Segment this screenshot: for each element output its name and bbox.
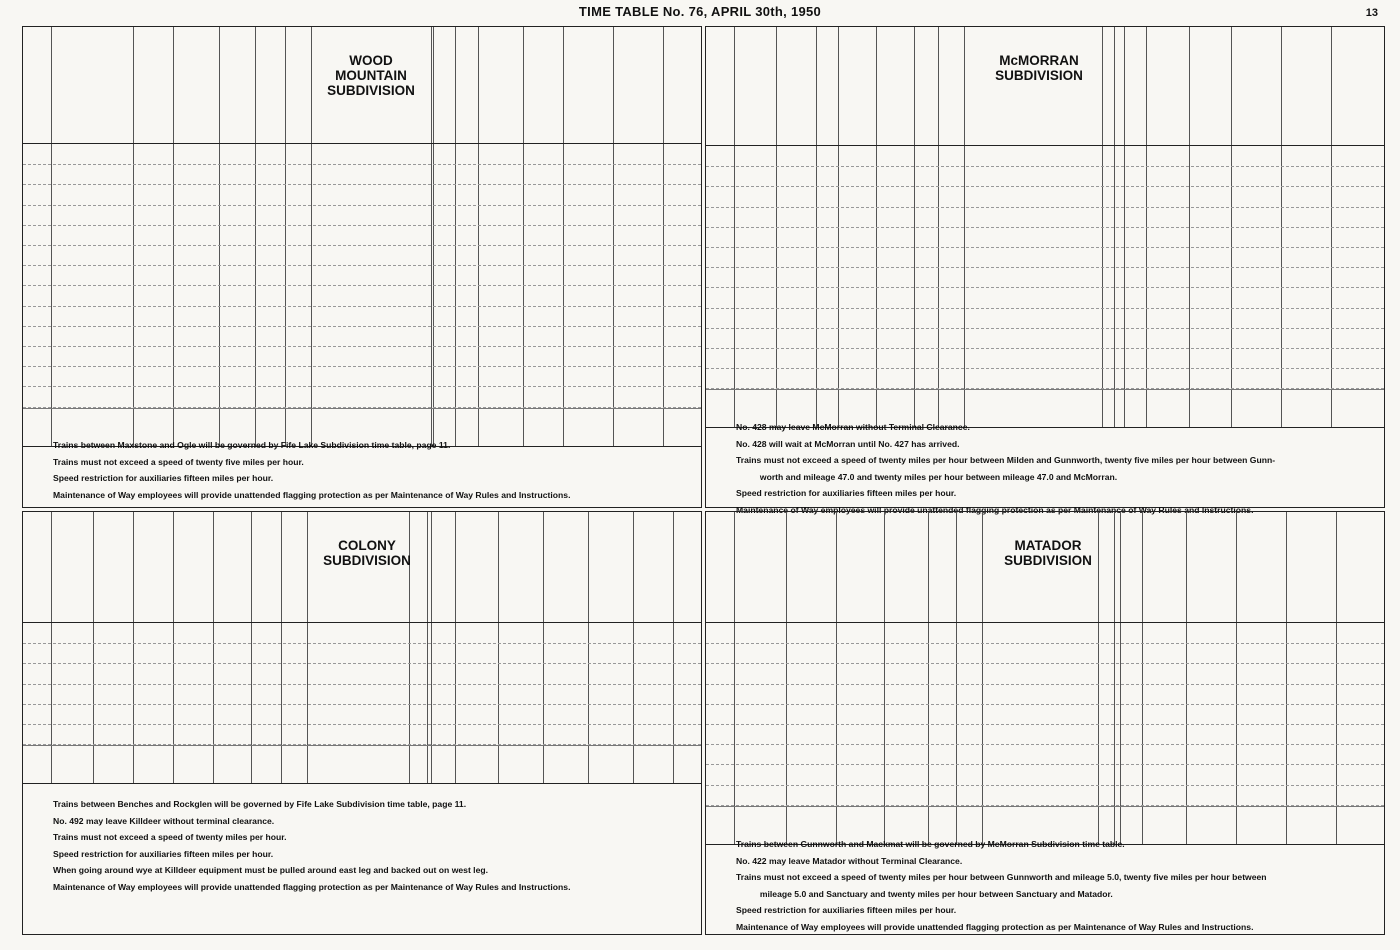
note-line: When going around wye at Killdeer equipment must be pulled around east leg and backed out on west leg.: [53, 865, 488, 875]
grid-vline: [1286, 512, 1287, 844]
row-line: [706, 287, 1384, 288]
grid-vline: [431, 27, 432, 446]
note-line: Speed restriction for auxiliaries fifteen miles per hour.: [736, 905, 957, 915]
note-line: Trains must not exceed a speed of twenty miles per hour.: [53, 832, 287, 842]
grid-vline: [563, 27, 564, 446]
row-line: [23, 663, 701, 664]
row-line: [23, 326, 701, 327]
row-line: [23, 306, 701, 307]
grid-hline: [706, 145, 1384, 146]
grid-vline: [93, 512, 94, 783]
grid-vline: [1142, 512, 1143, 844]
notes-block: [736, 419, 1374, 518]
note-line: Speed restriction for auxiliaries fifteen miles per hour.: [736, 488, 957, 498]
row-line: [706, 247, 1384, 248]
grid-vline: [543, 512, 544, 783]
grid-hline: [706, 389, 1384, 390]
grid-vline: [433, 27, 434, 446]
grid-vline: [213, 512, 214, 783]
grid-vline: [613, 27, 614, 446]
row-line: [706, 663, 1384, 664]
note-line: Trains must not exceed a speed of twenty miles per hour between Gunnworth and mileage 5.0, twenty five miles per hour between mileage 5.0 and Sanctuary and twenty miles per hour between Sanctuary and Matador.: [736, 872, 1267, 899]
grid-vline: [285, 27, 286, 446]
row-line: [23, 704, 701, 705]
grid-vline: [219, 27, 220, 446]
grid-vline: [133, 512, 134, 783]
row-line: [706, 805, 1384, 806]
row-line: [706, 764, 1384, 765]
row-line: [23, 643, 701, 644]
page-title: TIME TABLE No. 76, APRIL 30th, 1950: [578, 4, 822, 19]
notes-block: [53, 796, 691, 895]
note-line: Maintenance of Way employees will provide unattended flagging protection as per Maintenance of Way Rules and Instructions.: [736, 921, 1254, 932]
quadrant-matador: [705, 511, 1385, 935]
quadrant-wood-mountain: [22, 26, 702, 508]
grid-vline: [523, 27, 524, 446]
row-line: [706, 207, 1384, 208]
grid-hline: [23, 745, 701, 746]
row-line: [23, 225, 701, 226]
row-line: [23, 164, 701, 165]
note-line: No. 422 may leave Matador without Terminal Clearance.: [736, 855, 963, 866]
row-line: [706, 643, 1384, 644]
row-line: [23, 386, 701, 387]
row-line: [706, 388, 1384, 389]
grid-hline: [23, 622, 701, 623]
grid-vline: [1120, 512, 1121, 844]
grid-vline: [836, 512, 837, 844]
row-line: [706, 186, 1384, 187]
row-line: [23, 366, 701, 367]
grid-vline: [884, 512, 885, 844]
grid-vline: [431, 512, 432, 783]
grid-vline: [427, 512, 428, 783]
row-line: [706, 328, 1384, 329]
notes-block: [736, 836, 1374, 935]
row-line: [23, 724, 701, 725]
row-line: [23, 744, 701, 745]
grid-vline: [928, 512, 929, 844]
note-line: Speed restriction for auxiliaries fifteen miles per hour.: [53, 473, 274, 483]
grid-vline: [1114, 512, 1115, 844]
grid-vline: [173, 512, 174, 783]
row-line: [23, 205, 701, 206]
grid-vline: [255, 27, 256, 446]
grid-vline: [1336, 512, 1337, 844]
page-number: 13: [1365, 7, 1378, 19]
grid-vline: [673, 512, 674, 783]
subdivision-name: WOOD MOUNTAIN SUBDIVISION: [327, 53, 415, 98]
grid-vline: [455, 512, 456, 783]
note-line: No. 492 may leave Killdeer without terminal clearance.: [53, 815, 275, 826]
grid-vline: [51, 512, 52, 783]
row-line: [706, 785, 1384, 786]
grid-vline: [498, 512, 499, 783]
note-line: Trains must not exceed a speed of twenty five miles per hour.: [53, 456, 304, 467]
row-line: [23, 407, 701, 408]
notes-block: [53, 437, 691, 503]
grid-hline: [23, 783, 701, 784]
note-line: Maintenance of Way employees will provide unattended flagging protection as per Maintenance of Way Rules and Instructions.: [736, 504, 1254, 515]
grid-vline: [133, 27, 134, 446]
grid-vline: [251, 512, 252, 783]
grid-vline: [786, 512, 787, 844]
note-line: Trains between Gunnworth and Mackmat will be governed by McMorran Subdivision time table.: [736, 839, 1125, 849]
row-line: [706, 684, 1384, 685]
note-line: Speed restriction for auxiliaries fifteen miles per hour.: [53, 848, 274, 859]
grid-vline: [455, 27, 456, 446]
quadrant-mcmorran: [705, 26, 1385, 515]
subdivision-name: MATADOR SUBDIVISION: [1004, 538, 1092, 568]
grid-hline: [706, 622, 1384, 623]
quadrant-colony: [22, 511, 702, 935]
subdivision-name: McMORRAN SUBDIVISION: [995, 53, 1083, 83]
row-line: [706, 744, 1384, 745]
grid-hline: [23, 143, 701, 144]
note-line: No. 428 may leave McMorran without Terminal Clearance.: [736, 422, 970, 432]
row-line: [23, 346, 701, 347]
grid-hline: [23, 408, 701, 409]
grid-vline: [1186, 512, 1187, 844]
grid-vline: [663, 27, 664, 446]
row-line: [706, 166, 1384, 167]
row-line: [23, 245, 701, 246]
row-line: [706, 368, 1384, 369]
row-line: [706, 227, 1384, 228]
grid-vline: [633, 512, 634, 783]
subdivision-name: COLONY SUBDIVISION: [323, 538, 411, 568]
grid-hline: [706, 806, 1384, 807]
note-line: Trains between Benches and Rockglen will be governed by Fife Lake Subdivision time table, page 11.: [53, 799, 467, 809]
grid-vline: [173, 27, 174, 446]
grid-vline: [51, 27, 52, 446]
row-line: [706, 308, 1384, 309]
note-line: Trains between Maxstone and Ogle will be governed by Fife Lake Subdivision time table, page 11.: [53, 440, 451, 450]
row-line: [23, 184, 701, 185]
note-line: Maintenance of Way employees will provide unattended flagging protection as per Maintenance of Way Rules and Instructions.: [53, 881, 571, 892]
grid-vline: [281, 512, 282, 783]
grid-vline: [478, 27, 479, 446]
note-line: No. 428 will wait at McMorran until No. 427 has arrived.: [736, 438, 960, 449]
row-line: [706, 267, 1384, 268]
grid-vline: [588, 512, 589, 783]
note-line: Trains must not exceed a speed of twenty miles per hour between Milden and Gunnworth, twenty five miles per hour between Gunn- worth and mileage 47.0 and twenty miles per hour between mileage 47.0 and McMorran.: [736, 455, 1276, 482]
grid-vline: [734, 512, 735, 844]
grid-vline: [956, 512, 957, 844]
note-line: Maintenance of Way employees will provide unattended flagging protection as per Maintenance of Way Rules and Instructions.: [53, 489, 571, 500]
row-line: [23, 684, 701, 685]
row-line: [706, 704, 1384, 705]
grid-vline: [1236, 512, 1237, 844]
row-line: [706, 348, 1384, 349]
row-line: [23, 265, 701, 266]
row-line: [23, 285, 701, 286]
row-line: [706, 724, 1384, 725]
